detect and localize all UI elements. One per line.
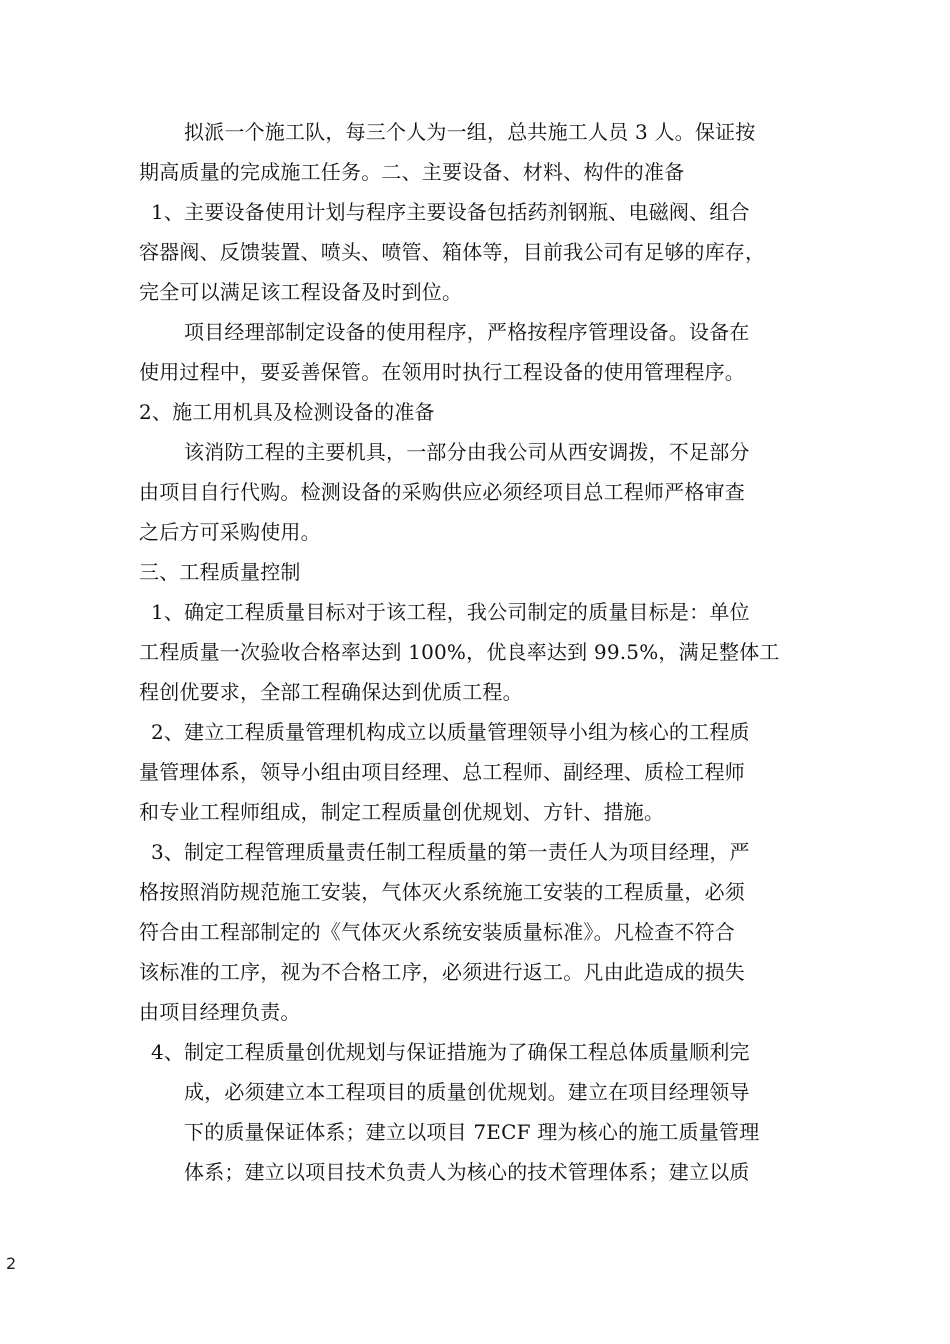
text-line: 使用过程中，要妥善保管。在领用时执行工程设备的使用管理程序。 bbox=[139, 360, 745, 384]
text-line: 4、制定工程质量创优规划与保证措施为了确保工程总体质量顺利完 bbox=[151, 1040, 750, 1064]
text-line: 该消防工程的主要机具，一部分由我公司从西安调拨，不足部分 bbox=[184, 440, 750, 464]
text-line: 由项目经理负责。 bbox=[139, 1000, 301, 1024]
text-line: 该标准的工序，视为不合格工序，必须进行返工。凡由此造成的损失 bbox=[139, 960, 745, 984]
text-line: 下的质量保证体系；建立以项目 7ECF 理为核心的施工质量管理 bbox=[184, 1120, 760, 1144]
text-line: 工程质量一次验收合格率达到 100%，优良率达到 99.5%，满足整体工 bbox=[139, 640, 780, 664]
text-line: 由项目自行代购。检测设备的采购供应必须经项目总工程师严格审查 bbox=[139, 480, 745, 504]
text-line: 完全可以满足该工程设备及时到位。 bbox=[139, 280, 463, 304]
text-line: 拟派一个施工队，每三个人为一组，总共施工人员 3 人。保证按 bbox=[184, 120, 756, 144]
text-line: 容器阀、反馈装置、喷头、喷管、箱体等，目前我公司有足够的库存， bbox=[139, 240, 766, 264]
text-line: 2、建立工程质量管理机构成立以质量管理领导小组为核心的工程质 bbox=[151, 720, 750, 744]
text-line: 1、确定工程质量目标对于该工程，我公司制定的质量目标是：单位 bbox=[151, 600, 750, 624]
text-line: 1、主要设备使用计划与程序主要设备包括药剂钢瓶、电磁阀、组合 bbox=[151, 200, 750, 224]
text-line: 格按照消防规范施工安装，气体灭火系统施工安装的工程质量，必须 bbox=[139, 880, 745, 904]
section-heading: 三、工程质量控制 bbox=[139, 560, 301, 584]
text-line: 期高质量的完成施工任务。二、主要设备、材料、构件的准备 bbox=[139, 160, 685, 184]
text-line: 体系；建立以项目技术负责人为核心的技术管理体系；建立以质 bbox=[184, 1160, 750, 1184]
text-line: 量管理体系，领导小组由项目经理、总工程师、副经理、质检工程师 bbox=[139, 760, 745, 784]
text-line: 3、制定工程管理质量责任制工程质量的第一责任人为项目经理，严 bbox=[151, 840, 750, 864]
section-heading: 2、施工用机具及检测设备的准备 bbox=[139, 400, 435, 424]
page-number: 2 bbox=[6, 1254, 17, 1273]
text-line: 项目经理部制定设备的使用程序，严格按程序管理设备。设备在 bbox=[184, 320, 750, 344]
text-line: 之后方可采购使用。 bbox=[139, 520, 321, 544]
text-line: 成，必须建立本工程项目的质量创优规划。建立在项目经理领导 bbox=[184, 1080, 750, 1104]
text-line: 程创优要求，全部工程确保达到优质工程。 bbox=[139, 680, 523, 704]
text-line: 和专业工程师组成，制定工程质量创优规划、方针、措施。 bbox=[139, 800, 665, 824]
text-line: 符合由工程部制定的《气体灭火系统安装质量标准》。凡检查不符合 bbox=[139, 920, 735, 944]
